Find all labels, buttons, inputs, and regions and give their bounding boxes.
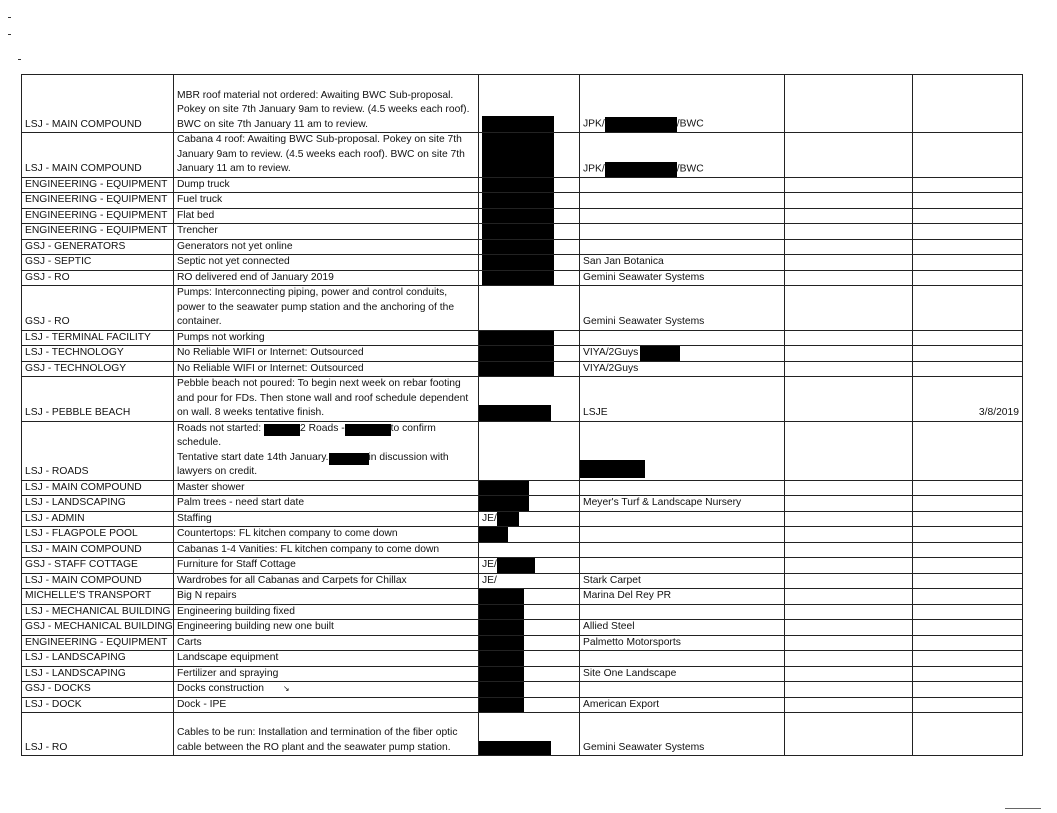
table-row [22, 421, 1023, 480]
table-row [22, 542, 1023, 558]
table-row [22, 713, 1023, 756]
area-cell: LSJ - MAIN COMPOUND [22, 480, 174, 496]
table-row [22, 697, 1023, 713]
owner-cell [479, 361, 580, 377]
owner-cell [479, 666, 580, 682]
date-cell [913, 239, 1023, 255]
contact-cell [580, 193, 785, 209]
redaction-block [479, 635, 525, 651]
description-cell: Fuel truck [174, 193, 479, 209]
empty-cell [785, 377, 913, 422]
date-cell [913, 208, 1023, 224]
contact-cell [580, 177, 785, 193]
contact-cell [580, 224, 785, 240]
area-cell: LSJ - MAIN COMPOUND [22, 542, 174, 558]
contact-cell [580, 682, 785, 698]
owner-cell [479, 682, 580, 698]
empty-cell [785, 239, 913, 255]
area-cell: LSJ - ROADS [22, 421, 174, 480]
owner-cell [479, 651, 580, 667]
redaction-block [479, 527, 509, 543]
description-cell: Cabanas 1-4 Vanities: FL kitchen company to come down [174, 542, 479, 558]
redaction-block [482, 239, 554, 255]
area-cell: LSJ - MECHANICAL BUILDING [22, 604, 174, 620]
area-cell: LSJ - FLAGPOLE POOL [22, 527, 174, 543]
redaction-block [640, 346, 680, 362]
redaction-block [479, 604, 525, 620]
empty-cell [785, 496, 913, 512]
contact-cell: Marina Del Rey PR [580, 589, 785, 605]
empty-cell [785, 208, 913, 224]
contact-cell: Site One Landscape [580, 666, 785, 682]
empty-cell [785, 421, 913, 480]
owner-cell [479, 133, 580, 178]
contact-cell: VIYA/2Guys [580, 346, 785, 362]
date-cell [913, 682, 1023, 698]
table-row [22, 377, 1023, 422]
date-cell [913, 589, 1023, 605]
area-cell: LSJ - PEBBLE BEACH [22, 377, 174, 422]
owner-cell [479, 713, 580, 756]
contact-cell [580, 542, 785, 558]
description-cell: Flat bed [174, 208, 479, 224]
contact-cell [580, 651, 785, 667]
empty-cell [785, 193, 913, 209]
area-cell: LSJ - MAIN COMPOUND [22, 573, 174, 589]
description-cell: Staffing [174, 511, 479, 527]
contact-cell [580, 480, 785, 496]
owner-cell [479, 193, 580, 209]
contact-cell: San Jan Botanica [580, 255, 785, 271]
description-cell: Generators not yet online [174, 239, 479, 255]
date-cell [913, 496, 1023, 512]
table-row [22, 635, 1023, 651]
scan-mark [8, 17, 11, 18]
table-row [22, 330, 1023, 346]
empty-cell [785, 682, 913, 698]
owner-cell [479, 224, 580, 240]
owner-cell [479, 377, 580, 422]
contact-cell: LSJE [580, 377, 785, 422]
table-row [22, 604, 1023, 620]
empty-cell [785, 558, 913, 574]
owner-cell: JE/ [479, 573, 580, 589]
empty-cell [785, 651, 913, 667]
date-cell [913, 330, 1023, 346]
description-cell: Trencher [174, 224, 479, 240]
redaction-block [497, 558, 535, 574]
empty-cell [785, 255, 913, 271]
date-cell [913, 75, 1023, 133]
redaction-block [479, 346, 555, 362]
empty-cell [785, 270, 913, 286]
redaction-block [482, 193, 554, 209]
scan-mark [8, 34, 11, 35]
date-cell [913, 635, 1023, 651]
owner-cell [479, 75, 580, 133]
redaction-block [482, 270, 554, 285]
redaction-block [479, 405, 552, 421]
description-cell: Furniture for Staff Cottage [174, 558, 479, 574]
empty-cell [785, 133, 913, 178]
owner-cell [479, 177, 580, 193]
contact-cell: Gemini Seawater Systems [580, 286, 785, 331]
owner-cell [479, 620, 580, 636]
redaction-block [479, 666, 525, 682]
description-cell: Dump truck [174, 177, 479, 193]
table-row [22, 682, 1023, 698]
area-cell: GSJ - RO [22, 286, 174, 331]
redaction-block [482, 116, 554, 132]
description-cell: Engineering building new one built [174, 620, 479, 636]
description-cell: Cables to be run: Installation and termination of the fiber optic cable between the RO plant and the seawater pump station. [174, 713, 479, 756]
date-cell [913, 604, 1023, 620]
contact-cell: Gemini Seawater Systems [580, 270, 785, 286]
empty-cell [785, 542, 913, 558]
empty-cell [785, 573, 913, 589]
contact-cell: Gemini Seawater Systems [580, 713, 785, 756]
description-cell: Docks construction ↘ [174, 682, 479, 698]
empty-cell [785, 480, 913, 496]
date-cell [913, 542, 1023, 558]
redaction-block [329, 453, 369, 465]
empty-cell [785, 177, 913, 193]
date-cell [913, 346, 1023, 362]
description-cell: Engineering building fixed [174, 604, 479, 620]
area-cell: ENGINEERING - EQUIPMENT [22, 193, 174, 209]
area-cell: LSJ - TECHNOLOGY [22, 346, 174, 362]
redaction-block [479, 330, 555, 346]
area-cell: LSJ - LANDSCAPING [22, 496, 174, 512]
redaction-block [482, 224, 554, 240]
redaction-block [482, 208, 554, 224]
empty-cell [785, 224, 913, 240]
contact-cell: VIYA/2Guys [580, 361, 785, 377]
description-cell: Pumps not working [174, 330, 479, 346]
redaction-block [479, 480, 530, 496]
description-cell: Master shower [174, 480, 479, 496]
owner-cell [479, 286, 580, 331]
description-cell: Landscape equipment [174, 651, 479, 667]
description-cell: MBR roof material not ordered: Awaiting BWC Sub-proposal. Pokey on site 7th January 9am to review. (4.5 weeks each roof). BWC on site 7th January 11 am to review. [174, 75, 479, 133]
table-row [22, 480, 1023, 496]
area-cell: LSJ - DOCK [22, 697, 174, 713]
table-row [22, 346, 1023, 362]
area-cell: LSJ - MAIN COMPOUND [22, 133, 174, 178]
redaction-block [605, 162, 677, 177]
date-cell [913, 133, 1023, 178]
redaction-block [482, 255, 554, 271]
contact-cell: American Export [580, 697, 785, 713]
owner-cell [479, 527, 580, 543]
redaction-block [479, 620, 525, 636]
description-cell: Carts [174, 635, 479, 651]
date-cell: 3/8/2019 [913, 377, 1023, 422]
empty-cell [785, 589, 913, 605]
contact-cell [580, 511, 785, 527]
area-cell: GSJ - RO [22, 270, 174, 286]
redaction-block [482, 177, 554, 193]
owner-cell [479, 346, 580, 362]
owner-cell [479, 330, 580, 346]
owner-cell: JE/ [479, 558, 580, 574]
table-row [22, 651, 1023, 667]
action-items-table [21, 74, 1023, 756]
owner-cell [479, 496, 580, 512]
area-cell: GSJ - STAFF COTTAGE [22, 558, 174, 574]
area-cell: ENGINEERING - EQUIPMENT [22, 177, 174, 193]
description-cell: No Reliable WIFI or Internet: Outsourced [174, 346, 479, 362]
area-cell: MICHELLE'S TRANSPORT [22, 589, 174, 605]
redaction-block [605, 117, 677, 132]
date-cell [913, 361, 1023, 377]
contact-cell [580, 604, 785, 620]
description-cell: Septic not yet connected [174, 255, 479, 271]
table-row [22, 527, 1023, 543]
owner-cell: JE/ [479, 511, 580, 527]
table-row [22, 573, 1023, 589]
table-row [22, 361, 1023, 377]
owner-cell [479, 635, 580, 651]
area-cell: LSJ - RO [22, 713, 174, 756]
description-cell: Fertilizer and spraying [174, 666, 479, 682]
table-row [22, 75, 1023, 133]
description-cell: Countertops: FL kitchen company to come down [174, 527, 479, 543]
date-cell [913, 713, 1023, 756]
date-cell [913, 255, 1023, 271]
table-row [22, 496, 1023, 512]
area-cell: LSJ - TERMINAL FACILITY [22, 330, 174, 346]
empty-cell [785, 604, 913, 620]
empty-cell [785, 697, 913, 713]
table-row [22, 620, 1023, 636]
owner-cell [479, 255, 580, 271]
date-cell [913, 177, 1023, 193]
redaction-block [479, 361, 555, 376]
date-cell [913, 193, 1023, 209]
contact-cell [580, 558, 785, 574]
redaction-block [497, 511, 519, 527]
description-cell: No Reliable WIFI or Internet: Outsourced [174, 361, 479, 377]
description-cell: Pebble beach not poured: To begin next week on rebar footing and pour for FDs. Then stone wall and roof schedule dependent on wall. 8 weeks tentative finish. [174, 377, 479, 422]
description-cell: Cabana 4 roof: Awaiting BWC Sub-proposal. Pokey on site 7th January 9am to review. (4.5 weeks each roof). BWC on site 7th January 11 am to review. [174, 133, 479, 178]
redaction-block [264, 424, 300, 436]
owner-cell [479, 270, 580, 286]
scan-mark [18, 59, 21, 60]
date-cell [913, 286, 1023, 331]
date-cell [913, 697, 1023, 713]
area-cell: LSJ - LANDSCAPING [22, 666, 174, 682]
date-cell [913, 270, 1023, 286]
area-cell: LSJ - ADMIN [22, 511, 174, 527]
area-cell: GSJ - TECHNOLOGY [22, 361, 174, 377]
redaction-block [580, 460, 646, 478]
redaction-block [479, 697, 525, 712]
area-cell: GSJ - DOCKS [22, 682, 174, 698]
date-cell [913, 651, 1023, 667]
page-edge-mark [1005, 808, 1041, 809]
contact-cell [580, 208, 785, 224]
table-row [22, 286, 1023, 331]
table-row [22, 270, 1023, 286]
contact-cell: Stark Carpet [580, 573, 785, 589]
description-cell: Dock - IPE [174, 697, 479, 713]
empty-cell [785, 75, 913, 133]
description-cell: Wardrobes for all Cabanas and Carpets for Chillax [174, 573, 479, 589]
description-cell: Palm trees - need start date [174, 496, 479, 512]
contact-cell [580, 330, 785, 346]
table-row [22, 133, 1023, 178]
empty-cell [785, 666, 913, 682]
empty-cell [785, 713, 913, 756]
table-row [22, 208, 1023, 224]
area-cell: ENGINEERING - EQUIPMENT [22, 635, 174, 651]
date-cell [913, 224, 1023, 240]
description-cell: Pumps: Interconnecting piping, power and control conduits, power to the seawater pump station and the anchoring of the container. [174, 286, 479, 331]
table-row [22, 224, 1023, 240]
area-cell: LSJ - MAIN COMPOUND [22, 75, 174, 133]
contact-cell: Palmetto Motorsports [580, 635, 785, 651]
table-row [22, 193, 1023, 209]
owner-cell [479, 421, 580, 480]
date-cell [913, 558, 1023, 574]
date-cell [913, 511, 1023, 527]
area-cell: ENGINEERING - EQUIPMENT [22, 208, 174, 224]
description-cell: Big N repairs [174, 589, 479, 605]
contact-cell [580, 421, 785, 480]
redaction-block [482, 133, 554, 177]
date-cell [913, 666, 1023, 682]
contact-cell: JPK/ /BWC [580, 133, 785, 178]
empty-cell [785, 286, 913, 331]
area-cell: GSJ - GENERATORS [22, 239, 174, 255]
table-row [22, 239, 1023, 255]
area-cell: GSJ - MECHANICAL BUILDING [22, 620, 174, 636]
area-cell: GSJ - SEPTIC [22, 255, 174, 271]
owner-cell [479, 480, 580, 496]
date-cell [913, 620, 1023, 636]
table-row [22, 177, 1023, 193]
owner-cell [479, 604, 580, 620]
contact-cell: JPK/ /BWC [580, 75, 785, 133]
table-row [22, 558, 1023, 574]
table-row [22, 666, 1023, 682]
date-cell [913, 573, 1023, 589]
empty-cell [785, 620, 913, 636]
contact-cell [580, 239, 785, 255]
date-cell [913, 527, 1023, 543]
redaction-block [479, 682, 525, 698]
table-row [22, 511, 1023, 527]
table-row [22, 255, 1023, 271]
area-cell: LSJ - LANDSCAPING [22, 651, 174, 667]
empty-cell [785, 361, 913, 377]
description-cell: RO delivered end of January 2019 [174, 270, 479, 286]
table-row [22, 589, 1023, 605]
contact-cell: Allied Steel [580, 620, 785, 636]
cursor-mark: ↘ [282, 684, 290, 693]
redaction-block [479, 651, 525, 667]
contact-cell: Meyer's Turf & Landscape Nursery [580, 496, 785, 512]
owner-cell [479, 589, 580, 605]
redaction-block [479, 741, 552, 755]
empty-cell [785, 346, 913, 362]
empty-cell [785, 527, 913, 543]
owner-cell [479, 542, 580, 558]
date-cell [913, 480, 1023, 496]
owner-cell [479, 208, 580, 224]
empty-cell [785, 511, 913, 527]
redaction-block [479, 496, 530, 512]
empty-cell [785, 635, 913, 651]
owner-cell [479, 239, 580, 255]
contact-cell [580, 527, 785, 543]
area-cell: ENGINEERING - EQUIPMENT [22, 224, 174, 240]
empty-cell [785, 330, 913, 346]
redaction-block [479, 589, 525, 605]
description-cell: Roads not started: 2 Roads - to confirm schedule. Tentative start date 14th January. in discussion with lawyers on credit. [174, 421, 479, 480]
date-cell [913, 421, 1023, 480]
redaction-block [345, 424, 391, 436]
owner-cell [479, 697, 580, 713]
